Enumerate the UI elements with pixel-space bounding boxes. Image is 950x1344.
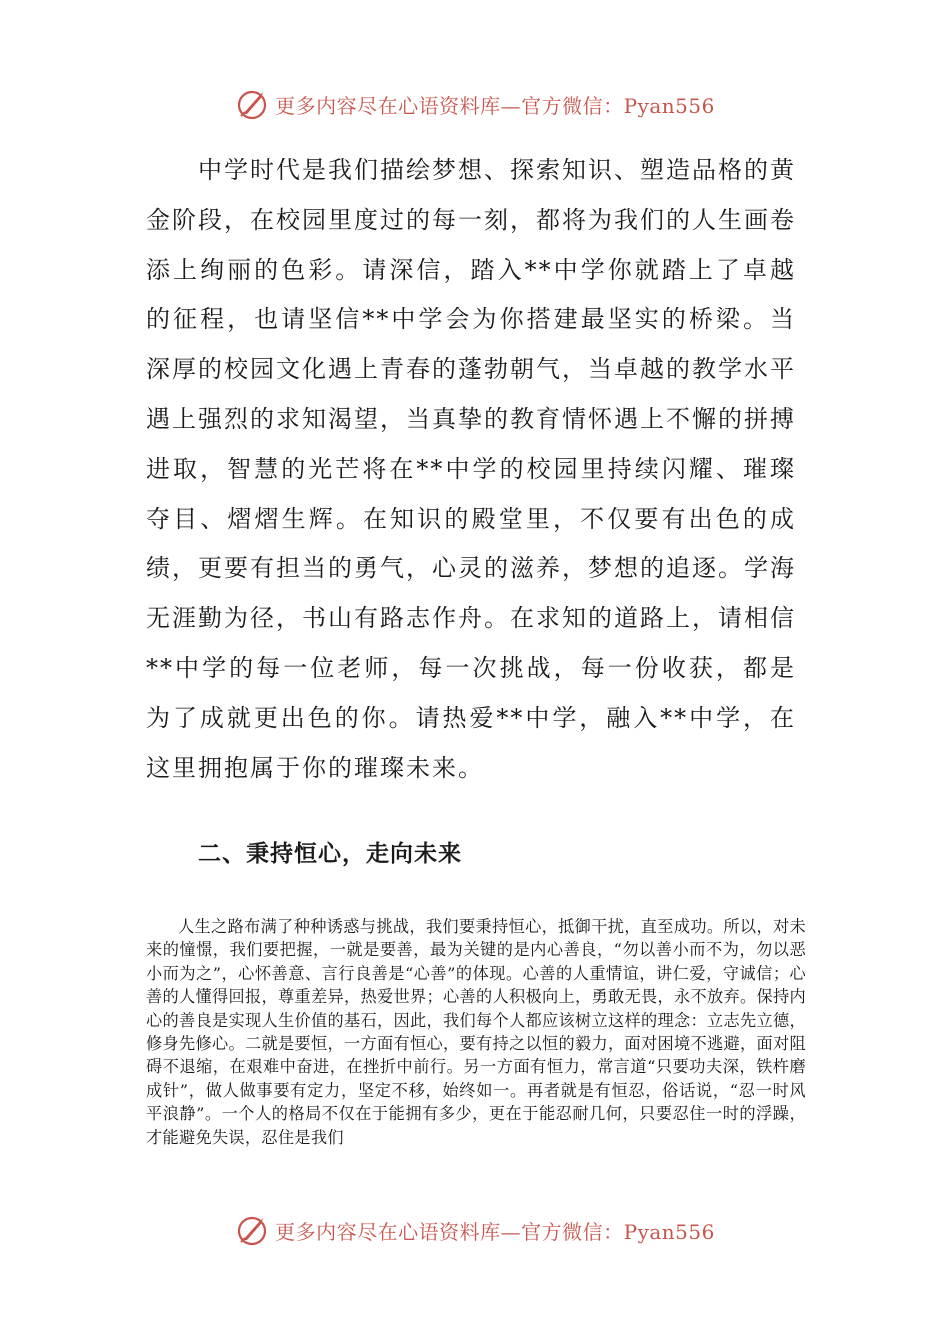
quill-logo-icon — [235, 86, 271, 122]
quill-logo-icon — [235, 1212, 271, 1248]
section-paragraph: 人生之路布满了种种诱惑与挑战，我们要秉持恒心，抵御干扰，直至成功。所以，对未来的憧憬，我们要把握，一就是要善，最为关键的是内心善良，“勿以善小而不为，勿以恶小而为之”，心怀善意、言行良善是“心善”的体现。心善的人重情谊，讲仁爱，守诚信；心善的人懂得回报，尊重差异，热爱世界；心善的人积极向上，勇敢无畏，永不放弃。保持内心的善良是实现人生价值的基石，因此，我们每个人都应该树立这样的理念：立志先立德，修身先修心。二就是要恒，一方面有恒心，要有持之以恒的毅力，面对困境不逃避，面对阻碍不退缩，在艰难中奋进，在挫折中前行。另一方面有恒力，常言道“只要功夫深，铁杵磨成针”，做人做事要有定力，坚定不移，始终如一。再者就是有恒忍，俗话说，“忍一时风平浪静”。一个人的格局不仅在于能拥有多少，更在于能忍耐几何，只要忍住一时的浮躁，才能避免失误，忍住是我们 — [146, 917, 806, 1147]
header-watermark-banner — [0, 82, 950, 126]
watermark-text: 更多内容尽在心语资料库—官方微信：Pyan556 — [275, 93, 715, 118]
watermark-text: 更多内容尽在心语资料库—官方微信：Pyan556 — [275, 1219, 715, 1244]
section-heading: 二、秉持恒心，走向未来 — [198, 840, 462, 867]
intro-paragraph: 中学时代是我们描绘梦想、探索知识、塑造品格的黄金阶段，在校园里度过的每一刻，都将为我们的人生画卷添上绚丽的色彩。请深信，踏入**中学你就踏上了卓越的征程，也请坚信**中学会为你搭建最坚实的桥梁。当深厚的校园文化遇上青春的蓬勃朝气，当卓越的教学水平遇上强烈的求知渴望，当真挚的教育情怀遇上不懈的拼搏进取，智慧的光芒将在**中学的校园里持续闪耀、璀璨夺目、熠熠生辉。在知识的殿堂里，不仅要有出色的成绩，更要有担当的勇气，心灵的滋养，梦想的追逐。学海无涯勤为径，书山有路志作舟。在求知的道路上，请相信**中学的每一位老师，每一次挑战，每一份收获，都是为了成就更出色的你。请热爱**中学，融入**中学，在这里拥抱属于你的璀璨未来。 — [146, 156, 796, 782]
footer-watermark-banner — [0, 1208, 950, 1252]
